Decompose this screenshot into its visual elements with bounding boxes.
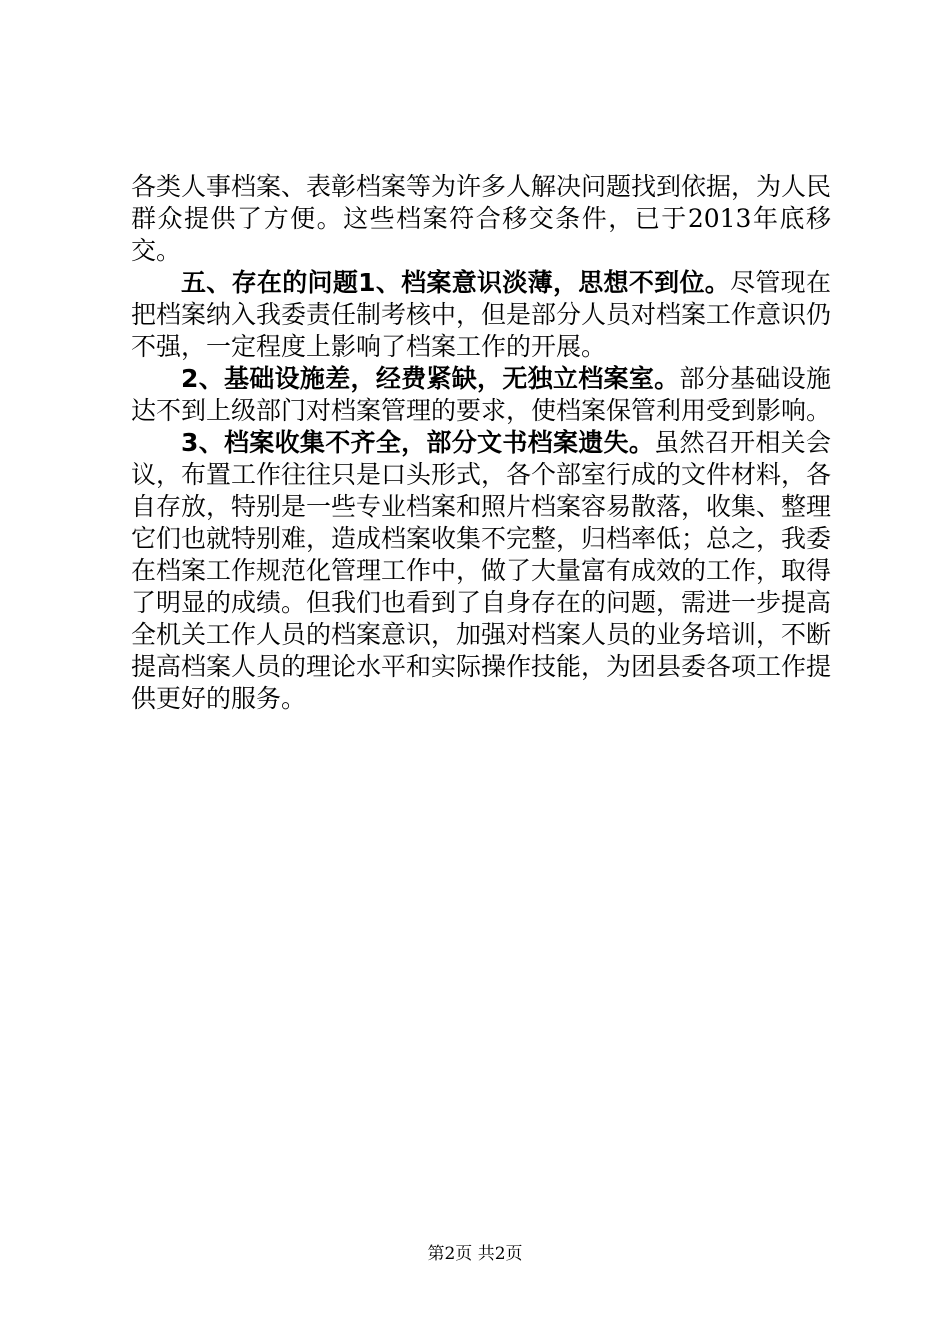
- page-number-label: 第2页 共2页: [427, 1244, 523, 1264]
- paragraph-1-text: 各类人事档案、表彰档案等为许多人解决问题找到依据，为人民群众提供了方便。这些档案符合移交条件，已于2013年底移交。: [131, 172, 832, 265]
- page-footer: [0, 1242, 950, 1266]
- item-3-text: 虽然召开相关会议，布置工作往往只是口头形式，各个部室行成的文件材料，各自存放，特别是一些专业档案和照片档案容易散落，收集、整理它们也就特别难，造成档案收集不完整，归档率低；总之，我委在档案工作规范化管理工作中，做了大量富有成效的工作，取得了明显的成绩。但我们也看到了自身存在的问题，需进一步提高全机关工作人员的档案意识，加强对档案人员的业务培训，不断提高档案人员的理论水平和实际操作技能，为团县委各项工作提供更好的服务。: [131, 428, 832, 713]
- section-5-item-1-text: 尽管现在把档案纳入我委责任制考核中，但是部分人员对档案工作意识仍不强，一定程度上影响了档案工作的开展。: [131, 268, 832, 361]
- section-5-item-1-heading: 五、存在的问题1、档案意识淡薄，思想不到位。: [181, 268, 731, 297]
- paragraph-1: [131, 171, 831, 267]
- document-body: [131, 171, 831, 715]
- item-2-text: 部分基础设施达不到上级部门对档案管理的要求，使档案保管利用受到影响。: [131, 364, 832, 425]
- paragraph-item-3: [131, 427, 831, 715]
- item-3-heading: 3、档案收集不齐全，部分文书档案遗失。: [181, 428, 655, 457]
- paragraph-item-2: [131, 363, 831, 427]
- paragraph-section-5-item-1: [131, 267, 831, 363]
- item-2-heading: 2、基础设施差，经费紧缺，无独立档案室。: [181, 364, 680, 393]
